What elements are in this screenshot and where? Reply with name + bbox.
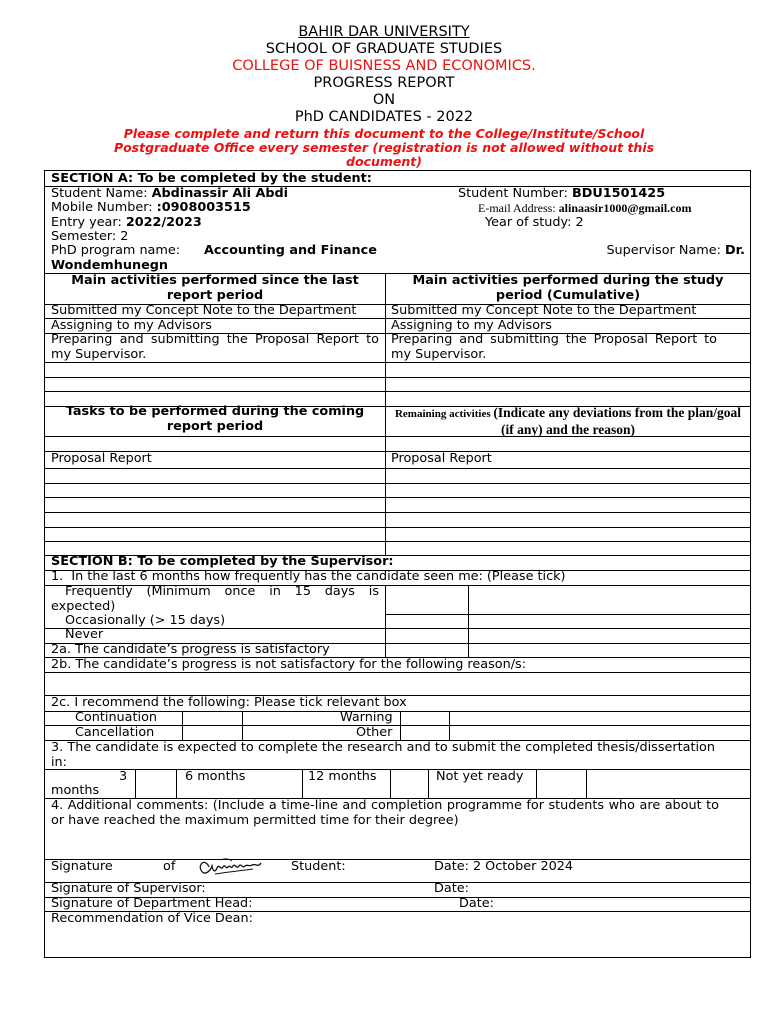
mobile-field[interactable] xyxy=(51,201,251,216)
option-cancellation: Cancellation xyxy=(75,725,155,740)
college-name: COLLEGE OF BUISNESS AND ECONOMICS. xyxy=(232,58,536,74)
question-2c: 2c. I recommend the following: Please tick relevant box xyxy=(51,695,407,710)
question-3-line: 3. The candidate is expected to complete the research and to submit the completed thesis/dissertation in: xyxy=(51,740,715,770)
entry-year-value: 2022/2023 xyxy=(125,215,202,230)
signature-date[interactable]: Date: 2 October 2024 xyxy=(434,859,574,874)
student-number-value: BDU1501425 xyxy=(572,186,666,201)
program-row xyxy=(51,244,745,259)
option-continuation: Continuation xyxy=(75,710,158,725)
option-other: Other xyxy=(356,725,393,740)
instruction-line-2: Postgraduate Office every semester (registration is not allowed without this xyxy=(113,140,655,155)
tasks-header: Tasks to be performed during the coming report period xyxy=(65,404,365,434)
dept-head-signature-label[interactable]: Signature of Department Head: xyxy=(51,896,253,911)
entry-year-label: Entry year: xyxy=(51,215,126,230)
section-b-title: SECTION B: To be completed by the Supervisor: xyxy=(51,554,394,569)
report-candidates: PhD CANDIDATES - 2022 xyxy=(294,109,474,125)
student-number-label: Student Number: xyxy=(458,186,573,201)
remaining-header xyxy=(391,405,745,437)
progress-report-form xyxy=(44,170,751,958)
activity-since-1[interactable]: Submitted my Concept Note to the Department xyxy=(51,303,357,318)
tick-box-12-months[interactable] xyxy=(391,770,428,798)
tick-box-frequently[interactable] xyxy=(386,586,468,614)
email-value: alinaasir1000@gmail.com xyxy=(558,201,692,215)
tick-box-other[interactable] xyxy=(401,726,449,740)
tick-box-not-yet-ready[interactable] xyxy=(537,770,586,798)
option-6-months: 6 months xyxy=(185,769,246,784)
remaining-1[interactable]: Proposal Report xyxy=(391,451,492,466)
supervisor-name: Wondemhunegn xyxy=(51,258,169,273)
tick-box-cancellation[interactable] xyxy=(183,726,242,740)
year-of-study[interactable]: Year of study: 2 xyxy=(485,215,584,230)
tick-box-warning[interactable] xyxy=(401,712,449,725)
student-name-value: Abdinassir Ali Abdi xyxy=(151,186,289,201)
question-1-number: 1. xyxy=(51,569,64,584)
option-frequently: Frequently (Minimum once in 15 days is expected) xyxy=(51,584,379,614)
instruction-line-3: document) xyxy=(346,154,422,169)
tick-box-6-months[interactable] xyxy=(303,770,390,798)
remaining-note: (Indicate any deviations from the plan/goal (if any) and the reason) xyxy=(493,405,742,437)
supervisor-field[interactable] xyxy=(606,244,745,259)
instruction-line-1: Please complete and return this document to the College/Institute/School xyxy=(123,126,645,141)
supervisor-signature-label[interactable]: Signature of Supervisor: xyxy=(51,881,206,896)
option-3-months: months xyxy=(51,783,100,798)
email-field[interactable] xyxy=(478,201,691,216)
report-title: PROGRESS REPORT xyxy=(313,75,455,91)
program-label: PhD program name: xyxy=(51,243,181,258)
tick-box-continuation[interactable] xyxy=(183,712,242,725)
tick-box-3-months[interactable] xyxy=(136,770,176,798)
question-1-text: In the last 6 months how frequently has the candidate seen me: (Please tick) xyxy=(71,569,566,584)
supervisor-label: Supervisor Name: xyxy=(606,243,726,258)
activity-cumulative-3[interactable]: Preparing and submitting the Proposal Report to my Supervisor. xyxy=(391,332,717,362)
option-occasionally: Occasionally (> 15 days) xyxy=(65,613,226,628)
student-number-field[interactable] xyxy=(458,187,665,202)
activity-cumulative-2[interactable]: Assigning to my Advisors xyxy=(391,318,552,333)
signature-student-label: Student: xyxy=(291,859,346,874)
tick-box-never[interactable] xyxy=(386,629,468,643)
vice-dean-recommendation-label[interactable]: Recommendation of Vice Dean: xyxy=(51,911,253,926)
option-12-months: 12 months xyxy=(308,769,377,784)
signature-label: Signature xyxy=(51,859,113,874)
option-3: 3 xyxy=(119,769,128,784)
school-name: SCHOOL OF GRADUATE STUDIES xyxy=(265,41,503,57)
mobile-value: :0908003515 xyxy=(156,200,251,215)
signature-of: of xyxy=(163,859,176,874)
reasons-field[interactable] xyxy=(46,673,750,695)
report-on: ON xyxy=(372,92,396,108)
option-never: Never xyxy=(65,627,104,642)
col1-header: Main activities performed since the last report period xyxy=(71,273,359,303)
activity-since-2[interactable]: Assigning to my Advisors xyxy=(51,318,212,333)
activity-cumulative-1[interactable]: Submitted my Concept Note to the Department xyxy=(391,303,697,318)
semester[interactable]: Semester: 2 xyxy=(51,229,129,244)
dept-head-date-label[interactable]: Date: xyxy=(459,896,494,911)
program-value[interactable]: Accounting and Finance xyxy=(204,243,377,258)
task-1[interactable]: Proposal Report xyxy=(51,451,152,466)
university-name: BAHIR DAR UNIVERSITY xyxy=(298,24,470,40)
remaining-label: Remaining activities xyxy=(394,408,494,420)
supervisor-title: Dr. xyxy=(725,243,745,258)
question-2a: 2a. The candidate’s progress is satisfactory xyxy=(51,642,330,657)
question-2b: 2b. The candidate’s progress is not satisfactory for the following reason/s: xyxy=(51,657,527,672)
supervisor-date-label[interactable]: Date: xyxy=(434,881,469,896)
question-4: 4. Additional comments: (Include a time-line and completion programme for students who are about to or have reached the maximum permitted time for their degree) xyxy=(51,798,719,828)
col2-header: Main activities performed during the study period (Cumulative) xyxy=(412,273,724,303)
activity-since-3[interactable]: Preparing and submitting the Proposal Report to my Supervisor. xyxy=(51,332,379,362)
email-label: E-mail Address: xyxy=(478,201,559,215)
mobile-label: Mobile Number: xyxy=(51,200,157,215)
section-a-title: SECTION A: To be completed by the student: xyxy=(51,171,372,186)
option-warning: Warning xyxy=(340,710,393,725)
student-signature-image xyxy=(195,854,265,880)
question-1 xyxy=(51,570,566,585)
student-name-label: Student Name: xyxy=(51,186,152,201)
tick-box-occasionally[interactable] xyxy=(386,615,468,628)
option-not-yet-ready: Not yet ready xyxy=(436,769,524,784)
